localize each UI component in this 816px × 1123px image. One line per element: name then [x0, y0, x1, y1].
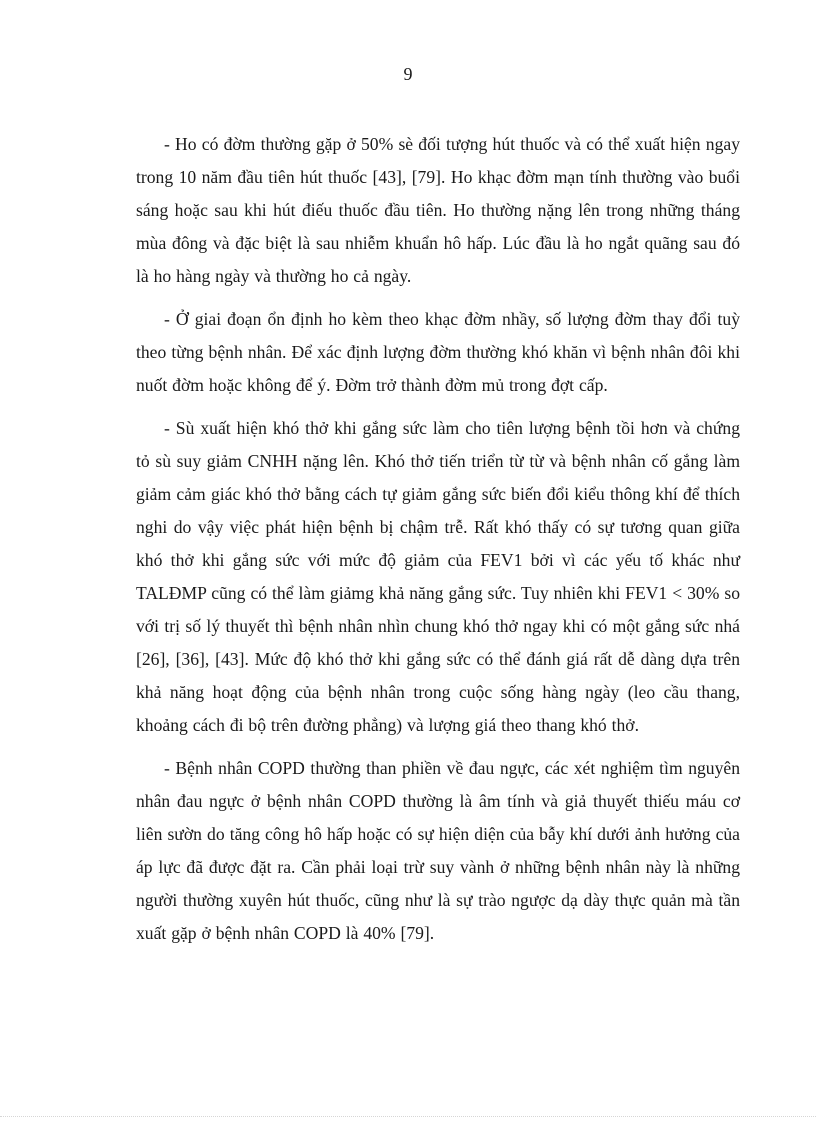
paragraph-cough-sputum: - Ho có đờm thường gặp ở 50% sè đối tượng hút thuốc và có thể xuất hiện ngay trong 10 năm đầu tiên hút thuốc [43], [79]. Ho khạc đờm mạn tính thường vào buổi sáng hoặc sau khi hút điếu thuốc đầu tiên. Ho thường nặng lên trong những tháng mùa đông và đặc biệt là sau nhiễm khuẩn hô hấp. Lúc đầu là ho ngắt quãng sau đó là ho hàng ngày và thường ho cả ngày.: [136, 134, 740, 286]
document-body: [136, 128, 740, 950]
paragraph-chest-pain: - Bệnh nhân COPD thường than phiền về đau ngực, các xét nghiệm tìm nguyên nhân đau ngực ở bệnh nhân COPD thường là âm tính và giả thuyết thiếu máu cơ liên sườn do tăng công hô hấp hoặc có sự hiện diện của bẫy khí dưới ảnh hưởng của áp lực đã được đặt ra. Cần phải loại trừ suy vành ở những bệnh nhân này là những người thường xuyên hút thuốc, cũng như là sự trào ngược dạ dày thực quản mà tần xuất gặp ở bệnh nhân COPD là 40% [79].: [136, 758, 740, 943]
page-bottom-divider: [0, 1116, 816, 1117]
paragraph-dyspnea: - Sù xuất hiện khó thở khi gắng sức làm cho tiên lượng bệnh tồi hơn và chứng tỏ sù suy giảm CNHH nặng lên. Khó thở tiến triển từ từ và bệnh nhân cố gắng làm giảm cảm giác khó thở bằng cách tự giảm gắng sức biến đổi kiểu thông khí để thích nghi do vậy việc phát hiện bệnh bị chậm trễ. Rất khó thấy có sự tương quan giữa khó thở khi gắng sức với mức độ giảm của FEV1 bởi vì các yếu tố khác như TALĐMP cũng có thể làm giảmg khả năng gắng sức. Tuy nhiên khi FEV1 < 30% so với trị số lý thuyết thì bệnh nhân nhìn chung khó thở ngay khi có một gắng sức nhá [26], [36], [43]. Mức độ khó thở khi gắng sức có thể đánh giá rất dễ dàng dựa trên khả năng hoạt động của bệnh nhân trong cuộc sống hàng ngày (leo cầu thang, khoảng cách đi bộ trên đường phẳng) và lượng giá theo thang khó thở.: [136, 418, 740, 735]
paragraph-stable-phase: - Ở giai đoạn ổn định ho kèm theo khạc đờm nhầy, số lượng đờm thay đổi tuỳ theo từng bệnh nhân. Để xác định lượng đờm thường khó khăn vì bệnh nhân đôi khi nuốt đờm hoặc không để ý. Đờm trở thành đờm mủ trong đợt cấp.: [136, 309, 740, 395]
page-number: 9: [403, 64, 413, 84]
